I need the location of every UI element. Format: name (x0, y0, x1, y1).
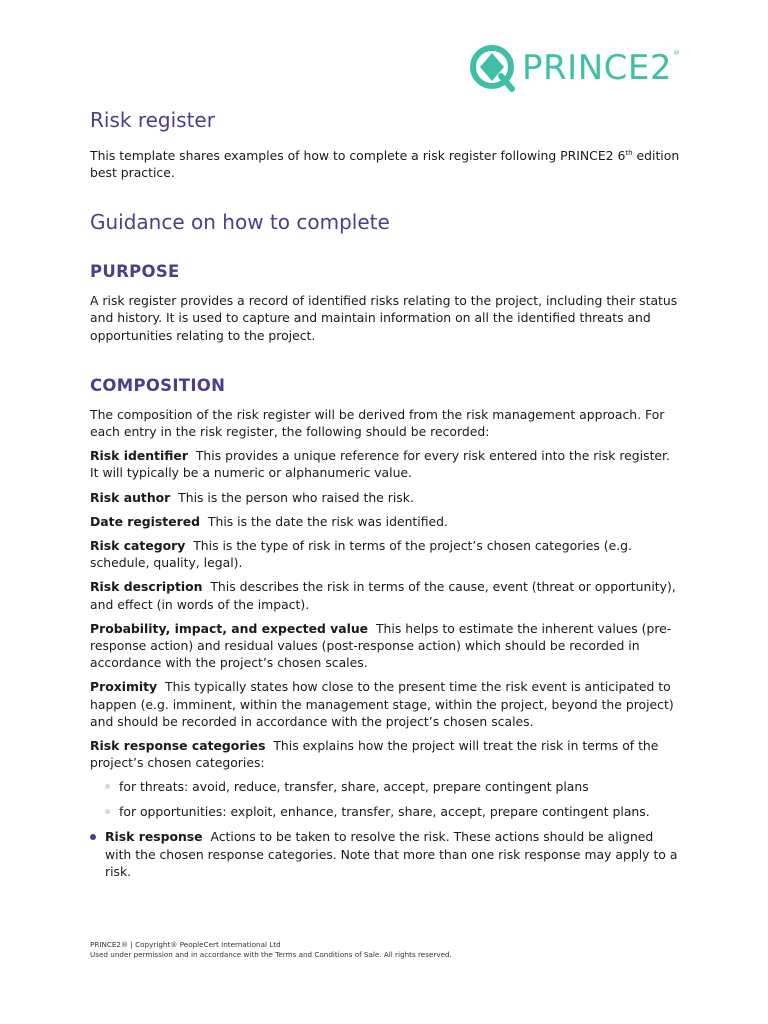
footer-copyright: PRINCE2® | Copyright® PeopleCert International Ltd (90, 940, 281, 949)
definition-term: Risk response (105, 829, 203, 845)
list-item (90, 778, 680, 795)
composition-intro: The composition of the risk register will be derived from the risk management approach. For each entry in the risk register, the following should be recorded: (90, 406, 665, 439)
intro-paragraph (90, 145, 680, 181)
bullet-icon (90, 834, 96, 840)
definition-item (90, 537, 680, 571)
bullet-icon (105, 784, 110, 789)
definition-desc: This describes the risk in terms of the cause, event (threat or opportunity), and effect (in words of the impact). (90, 579, 676, 612)
prince2-logo-mark-icon (468, 43, 518, 93)
definition-term: Date registered (90, 513, 201, 529)
prince2-logo (468, 43, 680, 93)
definition-item (90, 620, 680, 672)
definition-item (90, 447, 680, 481)
risk-response-item (90, 828, 680, 880)
list-item-text: for opportunities: exploit, enhance, transfer, share, accept, prepare contingent plans. (119, 804, 650, 820)
definition-item (90, 489, 680, 506)
intro-tail: edition best practice. (90, 148, 680, 181)
definition-term: Risk response categories (90, 737, 266, 753)
main-content (90, 108, 680, 880)
definition-term: Proximity (90, 679, 158, 695)
purpose-heading: PURPOSE (90, 262, 180, 282)
document-title: Risk register (90, 108, 215, 132)
purpose-text: A risk register provides a record of identified risks relating to the project, including their status and history. It is used to capture and maintain information on all the identified threats and opportunities relating to the project. (90, 293, 678, 343)
definition-term: Risk identifier (90, 448, 188, 464)
composition-heading: COMPOSITION (90, 375, 226, 395)
list-item-text: for threats: avoid, reduce, transfer, share, accept, prepare contingent plans (119, 779, 589, 795)
definition-desc: This provides a unique reference for every risk entered into the risk register. It will typically be a numeric or alphanumeric value. (90, 448, 670, 481)
definition-term: Risk description (90, 579, 203, 595)
definition-desc: This helps to estimate the inherent values (pre-response action) and residual values (post-response action) which should be recorded in accordance with the project’s chosen scales. (90, 620, 672, 671)
definition-item (90, 678, 680, 730)
definition-item (90, 578, 680, 612)
logo-text: PRINCE2 (522, 48, 672, 88)
footer-terms: Used under permission and in accordance with the Terms and Conditions of Sale. All rights reserved. (90, 950, 452, 959)
definition-desc: This is the type of risk in terms of the project’s chosen categories (e.g. schedule, quality, legal). (90, 537, 632, 571)
definition-item (90, 513, 680, 530)
bullet-icon (105, 809, 110, 814)
intro-superscript: th (625, 149, 633, 157)
definition-desc: This explains how the project will treat the risk in terms of the project’s chosen categories: (90, 737, 659, 771)
definition-item (90, 737, 680, 771)
footer (90, 940, 452, 960)
definition-desc: This is the date the risk was identified. (207, 513, 448, 529)
list-item (90, 803, 680, 820)
definition-desc: This typically states how close to the present time the risk event is anticipated to happen (e.g. imminent, within the management stage, within the project, beyond the project) and should be recorded in accordance with the project’s chosen scales. (90, 679, 674, 729)
intro-text: This template shares examples of how to complete a risk register following PRINCE2 6 (90, 148, 626, 164)
section-title: Guidance on how to complete (90, 210, 390, 235)
definition-term: Probability, impact, and expected value (90, 620, 369, 636)
definition-desc: This is the person who raised the risk. (178, 489, 414, 505)
response-category-list (90, 778, 680, 820)
definition-term: Risk author (90, 489, 171, 505)
logo-registered-mark: ® (673, 49, 680, 57)
definition-term: Risk category (90, 537, 186, 553)
definition-desc: Actions to be taken to resolve the risk. These actions should be aligned with the chosen response categories. Note that more than one risk response may apply to a risk. (105, 829, 678, 879)
